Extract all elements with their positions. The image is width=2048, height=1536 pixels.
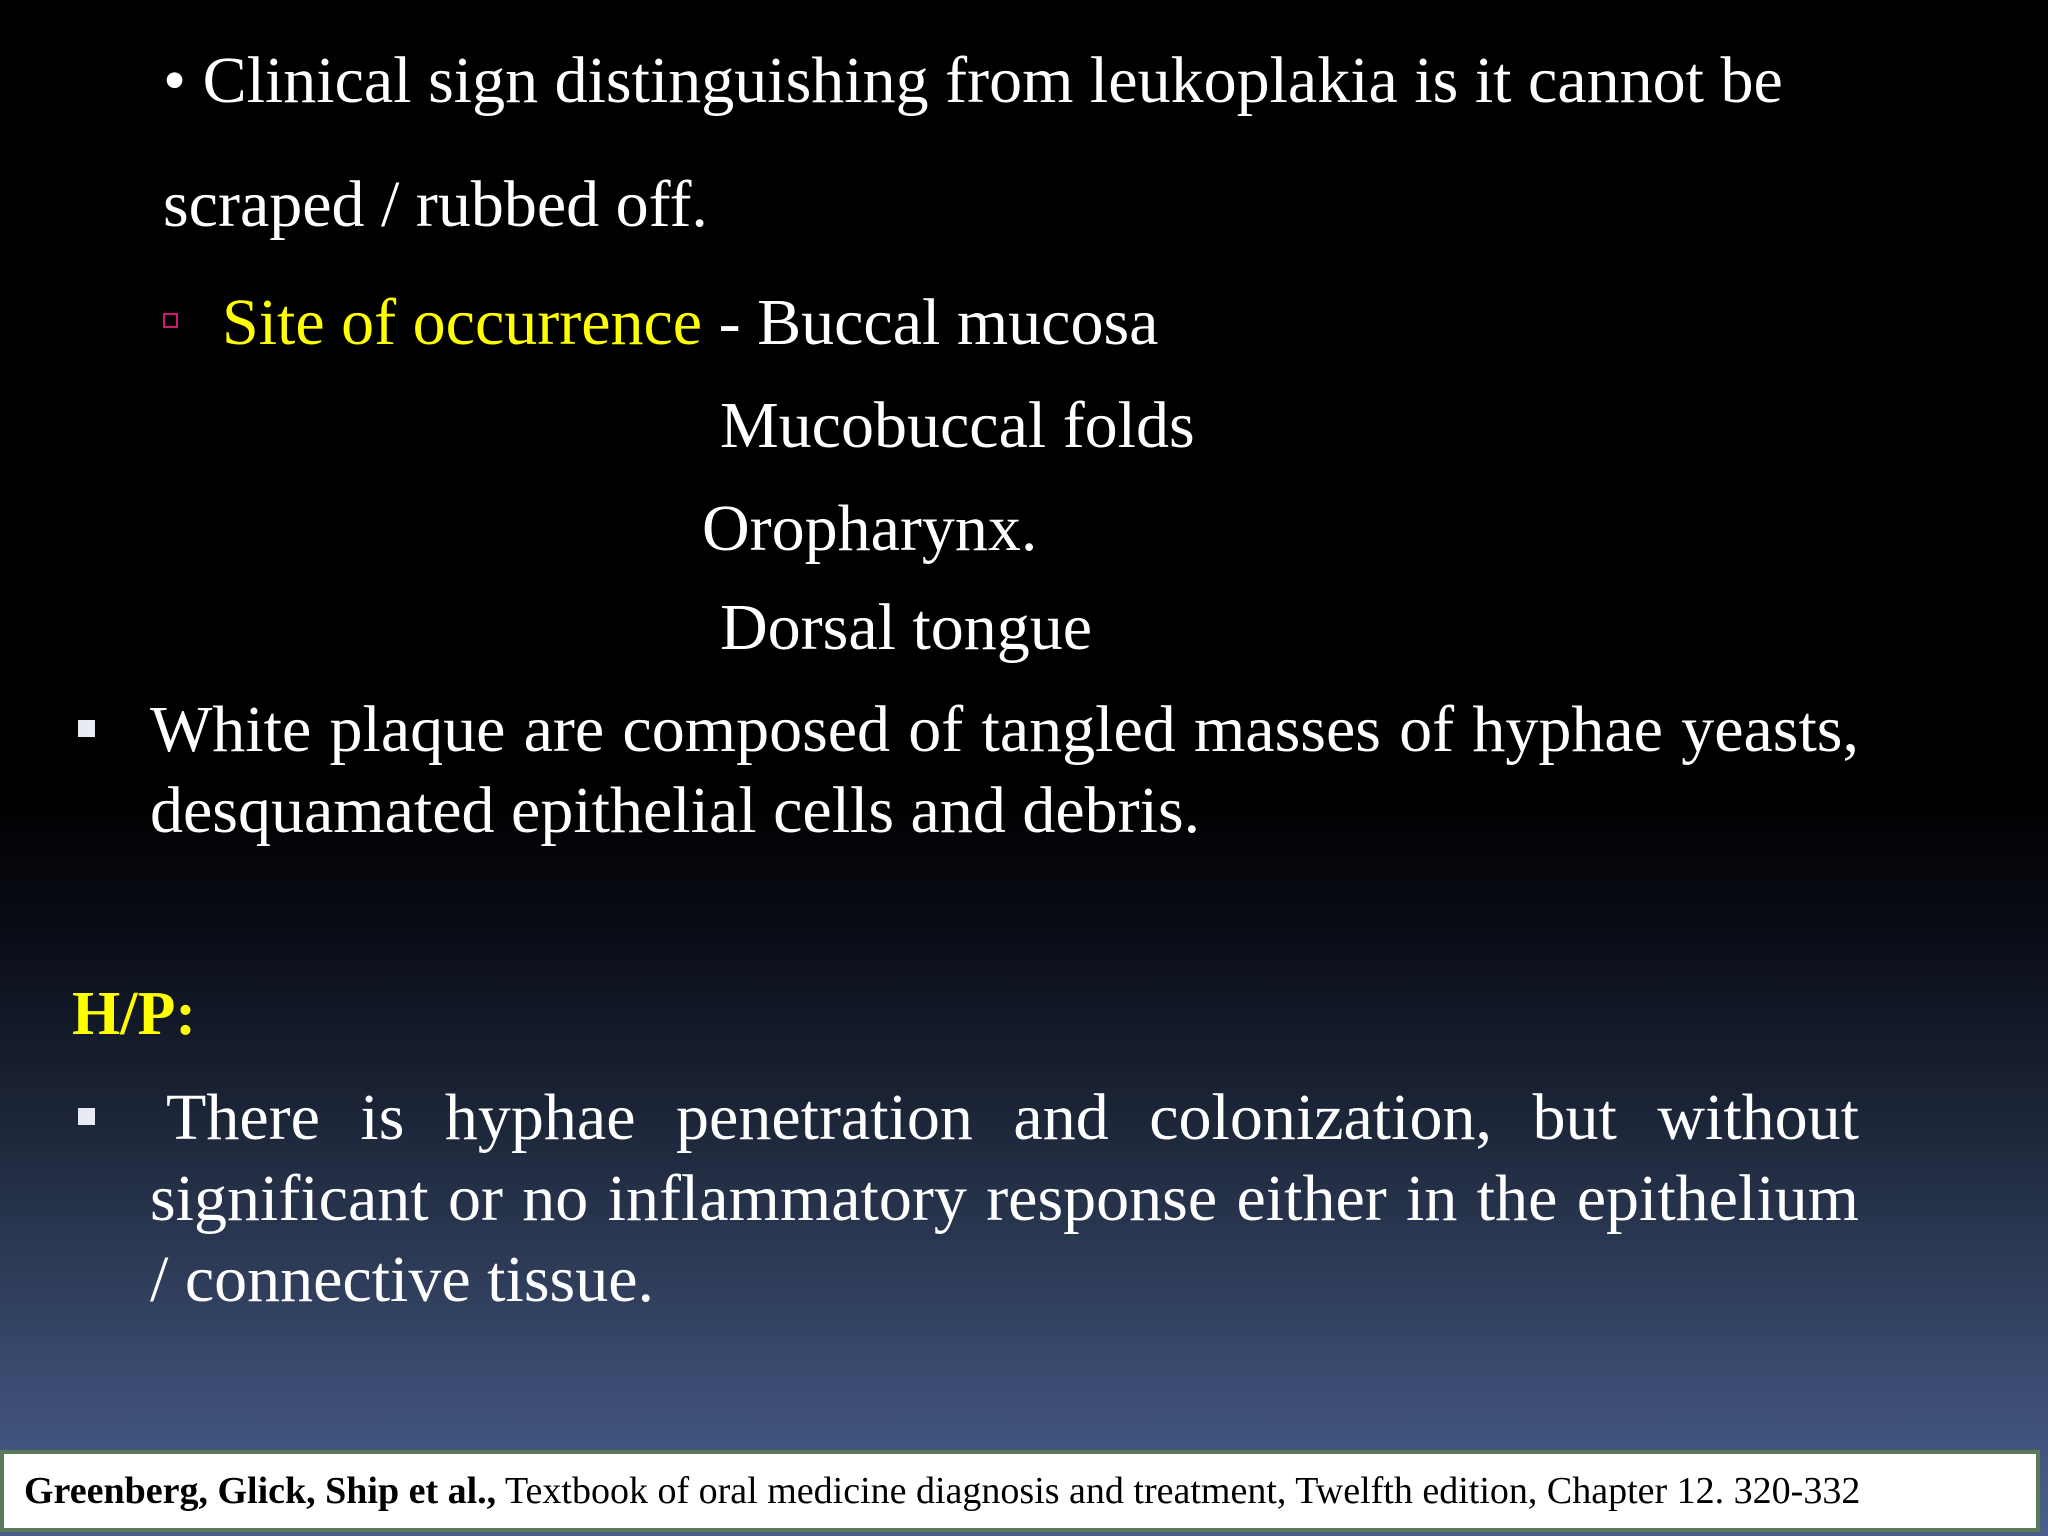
reference-citation: Textbook of oral medicine diagnosis and treatment, Twelfth edition, Chapter 12. 320-332 [496, 1470, 1861, 1512]
hollow-square-bullet-icon [163, 313, 178, 328]
site-of-occurrence-line [222, 286, 1159, 359]
clinical-sign-line-2: scraped / rubbed off. [163, 168, 708, 241]
site-of-occurrence-label: Site of occurrence [222, 286, 703, 359]
reference-authors: Greenberg, Glick, Ship et al., [24, 1470, 497, 1512]
round-bullet-icon: • [163, 44, 187, 117]
hp-text [150, 1077, 1859, 1320]
site-oropharynx: Oropharynx. [702, 492, 1038, 565]
hp-heading: H/P: [72, 980, 196, 1048]
square-bullet-icon [78, 720, 95, 737]
site-dorsal-tongue: Dorsal tongue [720, 591, 1093, 664]
hp-text-content: There is hyphae penetration and colonization, but without significant or no inflammatory response either in the epithelium / connective tissue. [150, 1081, 1859, 1316]
site-mucobuccal-folds: Mucobuccal folds [720, 389, 1195, 462]
site-separator: - [702, 286, 758, 359]
square-bullet-icon [78, 1108, 95, 1125]
clinical-sign-line-1 [163, 44, 1783, 117]
site-buccal-mucosa: Buccal mucosa [757, 286, 1159, 359]
reference-box [0, 1450, 2040, 1532]
clinical-sign-text: Clinical sign distinguishing from leukoplakia is it cannot be [202, 44, 1783, 117]
white-plaque-text: White plaque are composed of tangled masses of hyphae yeasts, desquamated epithelial cells and debris. [150, 693, 1859, 847]
